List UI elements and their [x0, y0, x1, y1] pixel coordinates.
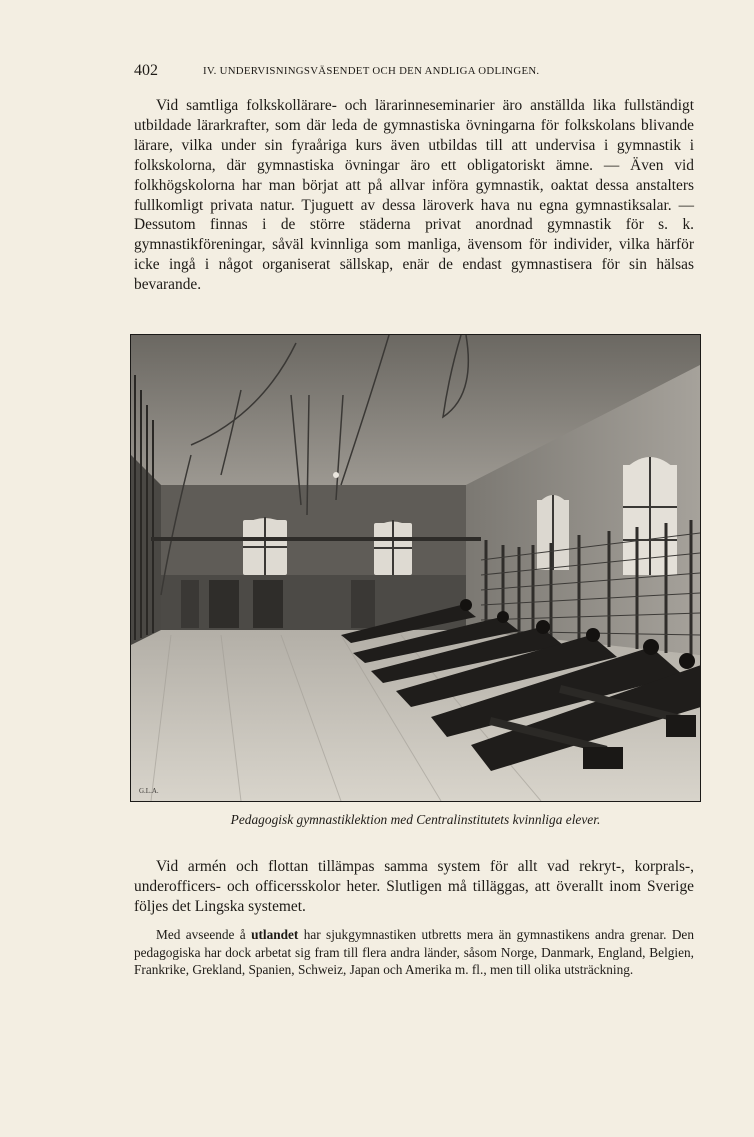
photo-credit-mark: G.L.A. — [139, 787, 159, 795]
abroad-lead: Med avseende å — [156, 927, 252, 942]
back-window-left — [243, 517, 287, 575]
side-window-near — [623, 457, 677, 575]
figure-caption: Pedagogisk gymnastiklektion med Centralinstitutets kvinnliga elever. — [230, 812, 601, 827]
paragraph-army-navy: Vid armén och flottan tillämpas samma system för allt vad rekryt-, korprals-, underofficers- och officersskolor heter. Slutligen må tilläggas, att överallt inom Sverige följes det Lingska systemet. — [134, 858, 694, 915]
running-head: IV. UNDERVISNINGSVÄSENDET OCH DEN ANDLIGA ODLINGEN. — [203, 65, 540, 77]
paragraph-seminaries: Vid samtliga folkskollärare- och lärarinneseminarier äro anställda lika fullständigt utbildade lärarkrafter, som där leda de gymnastiska övningarna för folkskolans blivande lärare, vilka under sin fyraåriga kurs även utbildas till att undervisa i gymnastik i folkskolorna, där gymnastiska övningar äro ett obligatoriskt ämne. — Även vid folkhögskolorna har man börjat att på allvar införa gymnastik, oaktat dessa anstalters fullkomligt privata natur. Tjuguett av dessa läroverk hava nu egna gymnastiksalar. — Dessutom finnas i de större städerna privat anordnad gymnastik för s. k. gymnastikföreningar, såväl kvinnliga som manliga, ävensom för individer, vilka härför icke ingå i något organiserat sällskap, enär de endast gymnastisera för sin hälsas bevarande. — [134, 97, 694, 294]
gymnasium-photograph — [130, 334, 701, 802]
back-window-right — [374, 520, 412, 575]
page-number: 402 — [134, 62, 158, 79]
abroad-rest: har sjukgymnastiken utbretts mera än gymnastikens andra grenar. Den pedagogiska har dock arbetat sig fram till flera andra länder, såsom Norge, Danmark, England, Belgien, Frankrike, Grekland, Spanien, Schweiz, Japan och Amerika m. fl., men till olika utsträckning. — [134, 927, 694, 978]
abroad-bold-term: utlandet — [251, 927, 299, 942]
page-header — [134, 62, 694, 82]
side-window-far — [537, 495, 569, 570]
paragraph-abroad — [134, 926, 694, 979]
